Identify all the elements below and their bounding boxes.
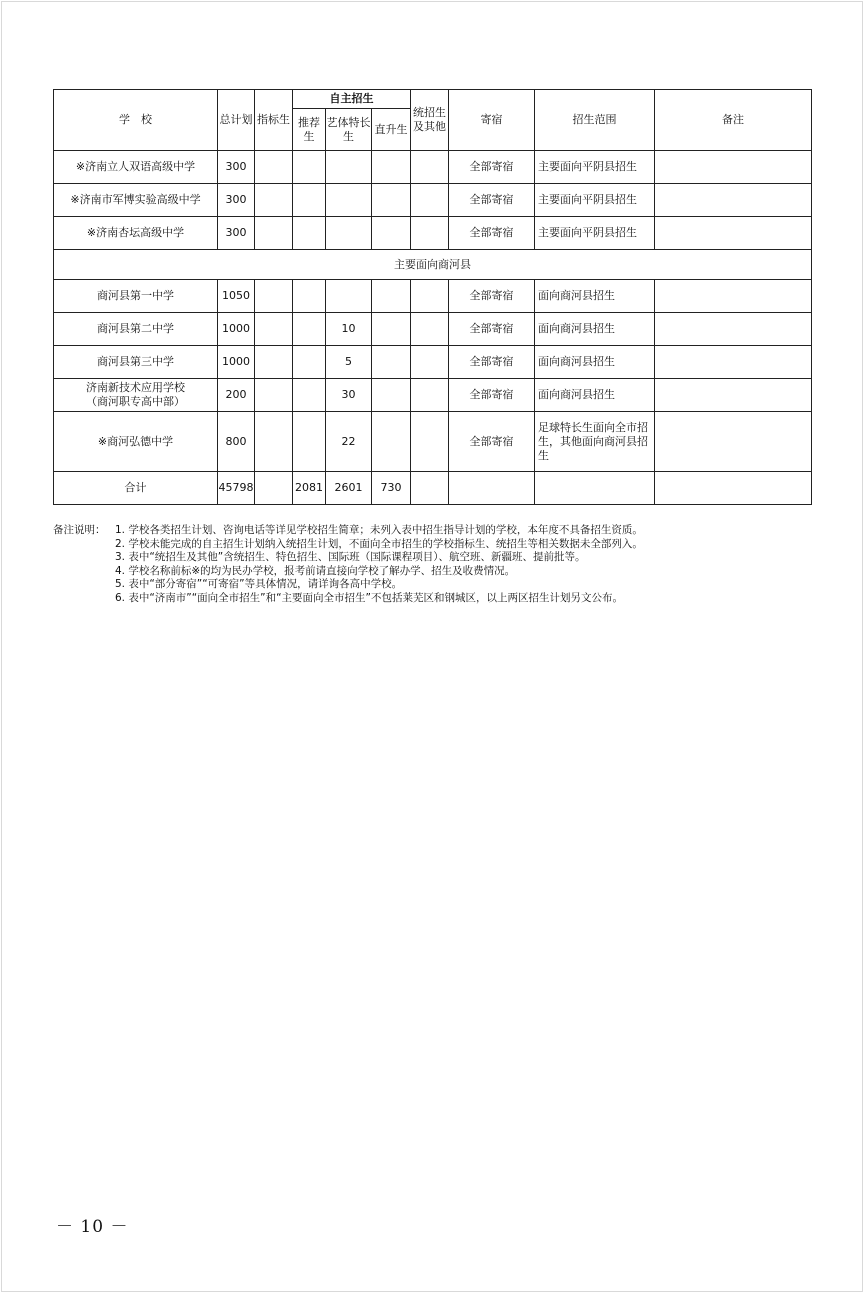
cell-school: ※商河弘德中学 [54,412,218,472]
cell-direct [372,379,411,412]
cell-school: ※济南杏坛高级中学 [54,217,218,250]
cell-boarding: 全部寄宿 [449,151,535,184]
cell-unified [411,313,449,346]
cell-total: 1000 [218,346,255,379]
note-item: 2. 学校未能完成的自主招生计划纳入统招生计划，不面向全市招生的学校指标生、统招生等相关数据未全部列入。 [115,537,643,550]
cell-scope: 足球特长生面向全市招生，其他面向商河县招生 [535,412,655,472]
header-total: 总计划 [218,90,255,151]
table-row [54,412,812,472]
cell-remarks [655,472,812,505]
table-row [54,379,812,412]
cell-unified [411,151,449,184]
cell-recommended [293,280,326,313]
cell-arts [326,184,372,217]
cell-school: ※济南立人双语高级中学 [54,151,218,184]
cell-school: 商河县第一中学 [54,280,218,313]
header-recommended: 推荐生 [293,109,326,151]
cell-boarding: 全部寄宿 [449,280,535,313]
table-row [54,280,812,313]
table-row [54,184,812,217]
cell-unified [411,379,449,412]
notes-block [53,524,823,606]
enrollment-plan-table [53,89,812,505]
cell-direct [372,346,411,379]
header-boarding: 寄宿 [449,90,535,151]
cell-remarks [655,313,812,346]
cell-total: 300 [218,184,255,217]
cell-scope: 面向商河县招生 [535,346,655,379]
cell-remarks [655,379,812,412]
cell-quota [255,346,293,379]
cell-unified [411,184,449,217]
header-quota: 指标生 [255,90,293,151]
table-header [54,90,812,151]
cell-school: 济南新技术应用学校 （商河职专高中部） [54,379,218,412]
cell-recommended: 2081 [293,472,326,505]
cell-arts: 30 [326,379,372,412]
cell-scope [535,472,655,505]
cell-total: 300 [218,217,255,250]
cell-quota [255,184,293,217]
cell-boarding: 全部寄宿 [449,217,535,250]
cell-arts [326,280,372,313]
note-item: 4. 学校名称前标※的均为民办学校，报考前请直接向学校了解办学、招生及收费情况。 [115,564,516,577]
cell-scope: 面向商河县招生 [535,379,655,412]
cell-remarks [655,151,812,184]
section-row [54,250,812,280]
cell-quota [255,151,293,184]
cell-scope: 面向商河县招生 [535,313,655,346]
cell-arts: 10 [326,313,372,346]
header-autonomous: 自主招生 [293,90,411,109]
cell-scope: 主要面向平阴县招生 [535,217,655,250]
cell-unified [411,346,449,379]
cell-recommended [293,379,326,412]
header-direct: 直升生 [372,109,411,151]
cell-boarding: 全部寄宿 [449,313,535,346]
cell-school: ※济南市军博实验高级中学 [54,184,218,217]
cell-boarding: 全部寄宿 [449,346,535,379]
cell-quota [255,280,293,313]
cell-scope: 面向商河县招生 [535,280,655,313]
cell-recommended [293,412,326,472]
header-arts: 艺体特长生 [326,109,372,151]
cell-quota [255,472,293,505]
note-item: 5. 表中“部分寄宿”“可寄宿”等具体情况，请详询各高中学校。 [115,578,403,591]
header-remarks: 备注 [655,90,812,151]
cell-total: 1000 [218,313,255,346]
notes-first-line [53,524,823,538]
note-item: 3. 表中“统招生及其他”含统招生、特色招生、国际班（国际课程项目）、航空班、新疆班、提前批等。 [115,551,586,564]
section-title: 主要面向商河县 [54,250,812,280]
table-body [54,151,812,505]
cell-unified [411,472,449,505]
cell-school: 商河县第三中学 [54,346,218,379]
notes-label: 备注说明： [53,524,106,536]
cell-remarks [655,184,812,217]
cell-boarding: 全部寄宿 [449,379,535,412]
cell-remarks [655,412,812,472]
cell-quota [255,379,293,412]
cell-unified [411,280,449,313]
cell-quota [255,217,293,250]
cell-total: 200 [218,379,255,412]
cell-boarding: 全部寄宿 [449,412,535,472]
cell-scope: 主要面向平阴县招生 [535,184,655,217]
cell-arts [326,151,372,184]
cell-total: 800 [218,412,255,472]
cell-direct [372,313,411,346]
cell-remarks [655,280,812,313]
cell-boarding: 全部寄宿 [449,184,535,217]
cell-total: 45798 [218,472,255,505]
cell-remarks [655,346,812,379]
cell-recommended [293,313,326,346]
cell-boarding [449,472,535,505]
cell-arts [326,217,372,250]
cell-direct [372,412,411,472]
cell-total: 300 [218,151,255,184]
cell-scope: 主要面向平阴县招生 [535,151,655,184]
cell-direct [372,217,411,250]
cell-direct [372,184,411,217]
cell-direct: 730 [372,472,411,505]
table-row [54,217,812,250]
cell-total: 1050 [218,280,255,313]
cell-quota [255,313,293,346]
cell-unified [411,217,449,250]
table-row [54,472,812,505]
cell-arts: 5 [326,346,372,379]
note-item: 1. 学校各类招生计划、咨询电话等详见学校招生简章；未列入表中招生指导计划的学校，本年度不具备招生资质。 [115,524,643,536]
header-scope: 招生范围 [535,90,655,151]
cell-direct [372,151,411,184]
cell-quota [255,412,293,472]
cell-remarks [655,217,812,250]
cell-arts: 2601 [326,472,372,505]
page-number: － 10 － [56,1217,129,1237]
cell-recommended [293,184,326,217]
note-item: 6. 表中“济南市”“面向全市招生”和“主要面向全市招生”不包括莱芜区和钢城区，以上两区招生计划另文公布。 [115,591,623,604]
cell-recommended [293,151,326,184]
table-row [54,151,812,184]
cell-school: 合计 [54,472,218,505]
table-row [54,313,812,346]
header-school: 学 校 [54,90,218,151]
table-row [54,346,812,379]
cell-direct [372,280,411,313]
cell-unified [411,412,449,472]
cell-arts: 22 [326,412,372,472]
cell-recommended [293,346,326,379]
cell-school: 商河县第二中学 [54,313,218,346]
header-unified: 统招生及其他 [411,90,449,151]
cell-recommended [293,217,326,250]
